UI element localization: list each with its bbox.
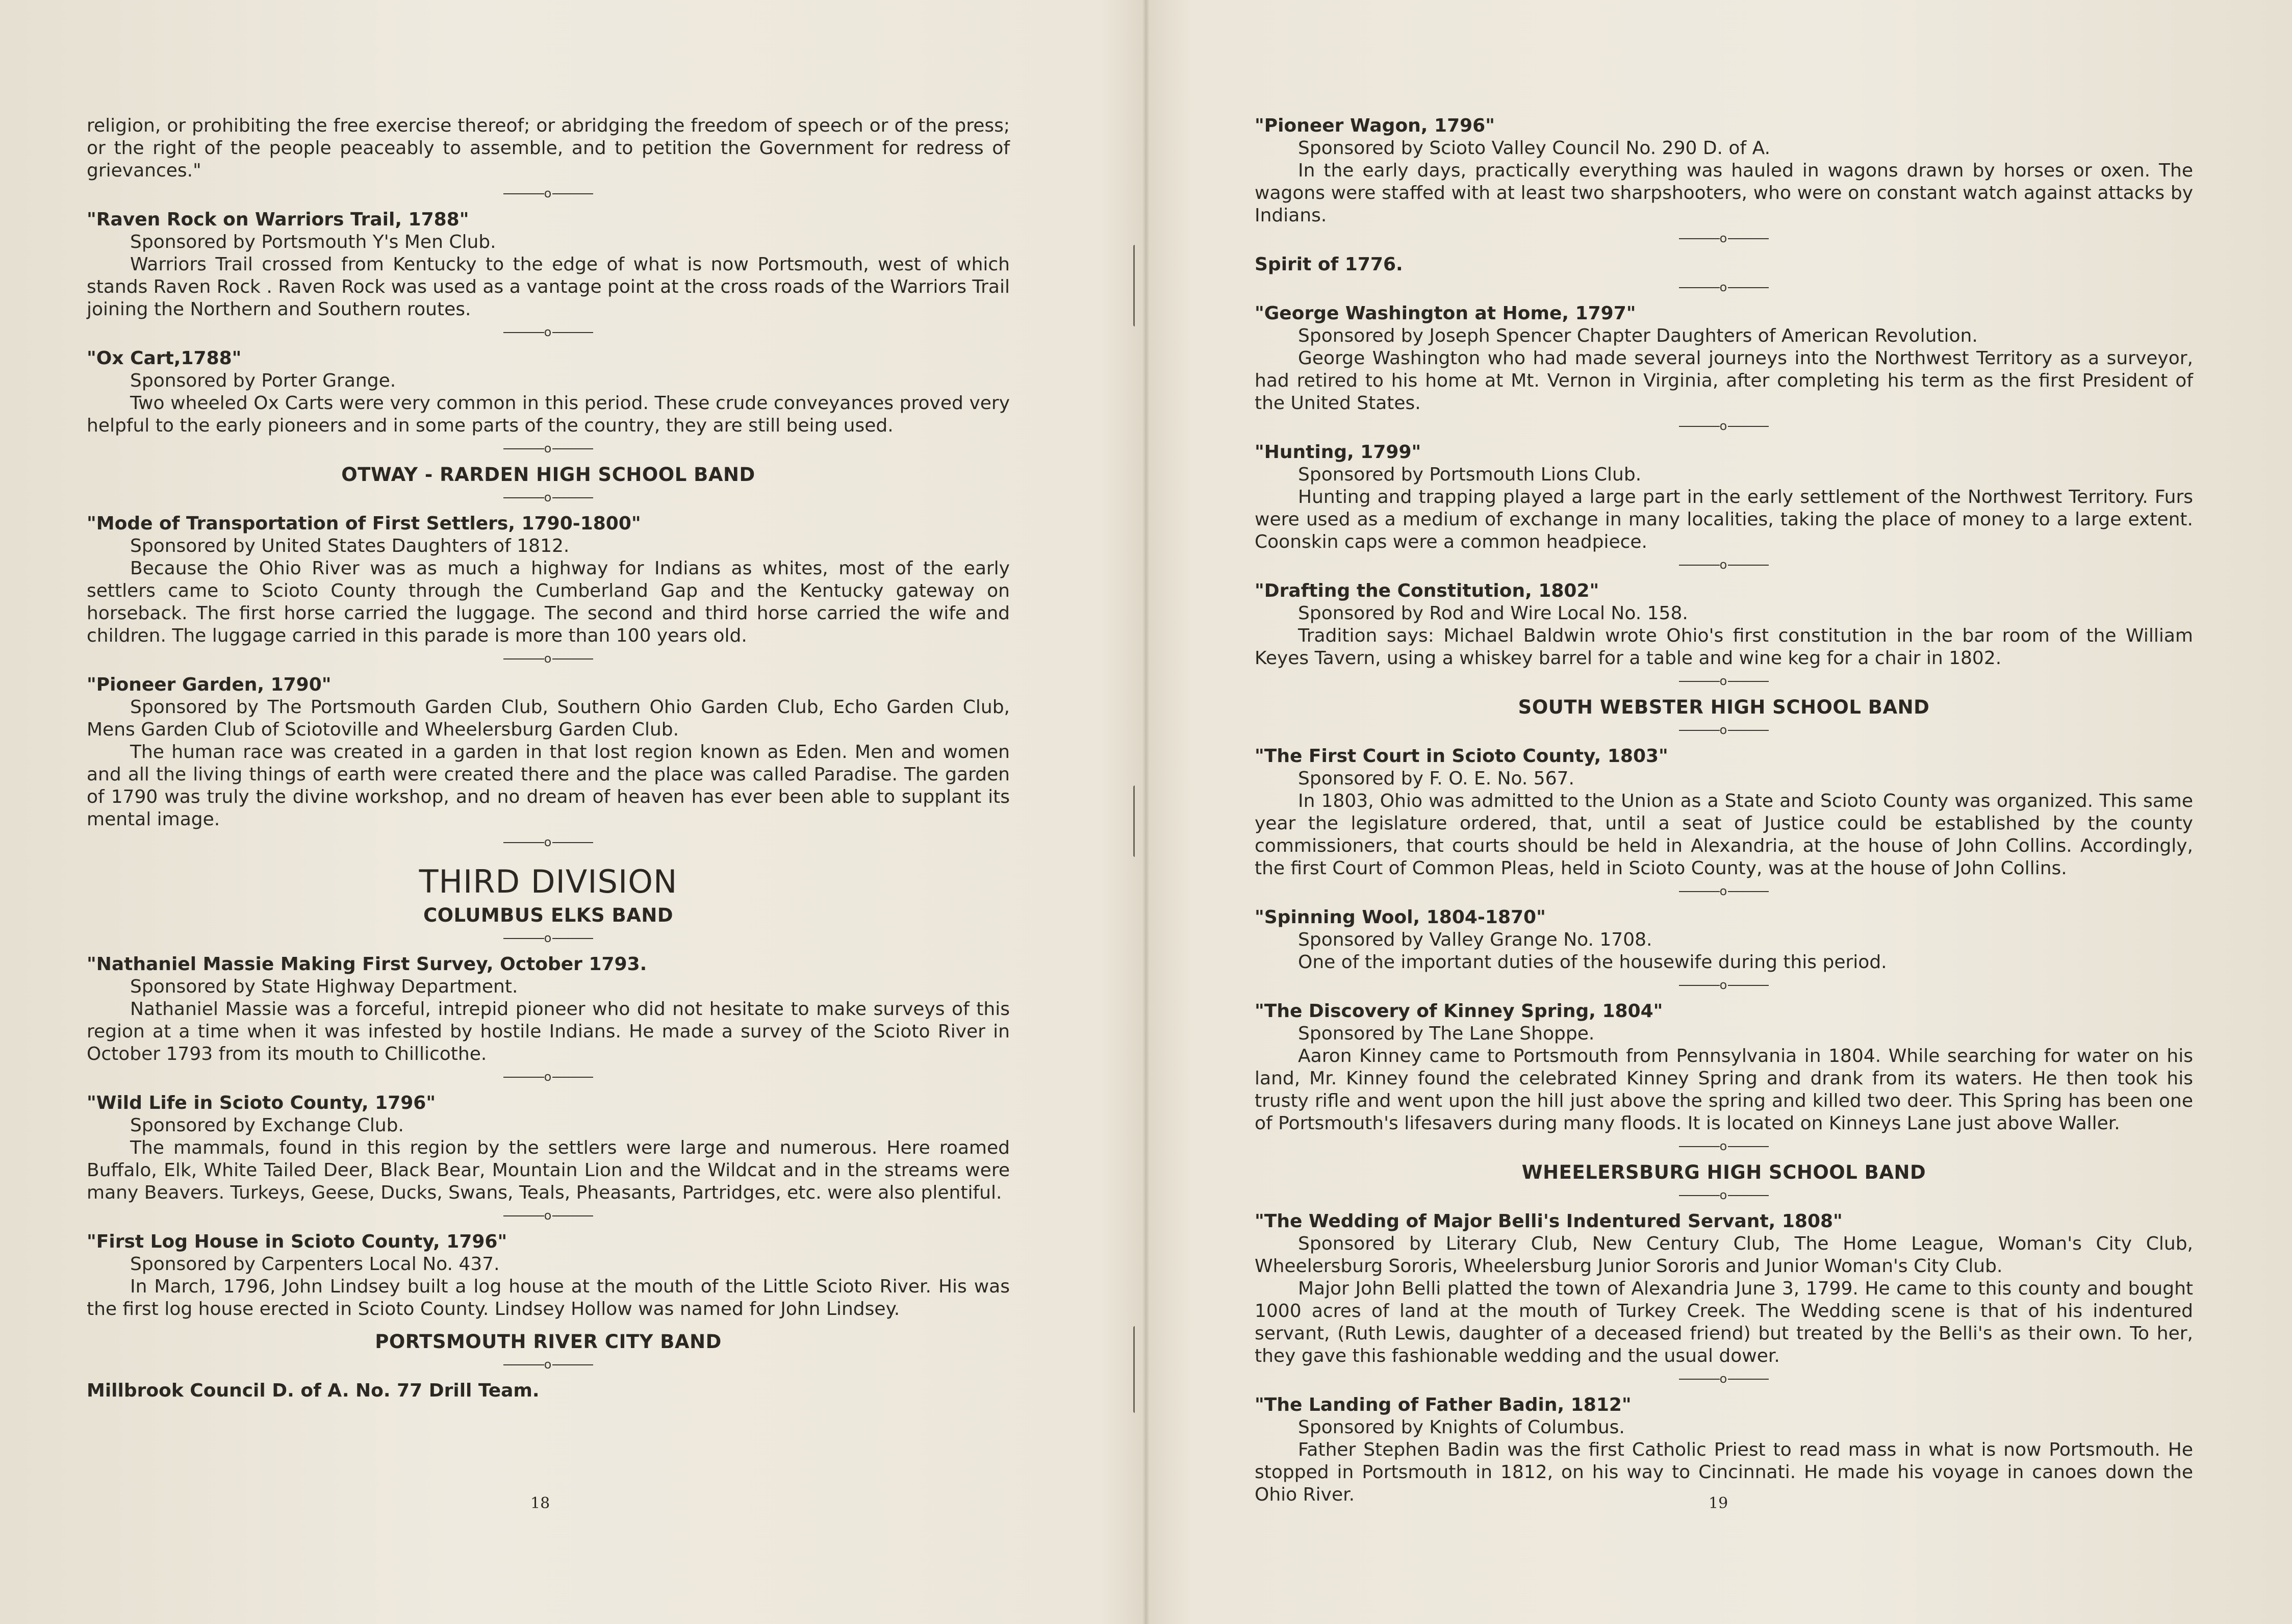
entry-sponsor: Sponsored by Porter Grange. <box>130 370 396 391</box>
entry-title: "George Washington at Home, 1797" <box>1255 303 1636 324</box>
entry-sponsor: Sponsored by Portsmouth Lions Club. <box>1298 464 1642 485</box>
entry-hunting <box>1255 441 2193 553</box>
entry-ox-cart <box>87 347 1010 437</box>
staple-middle <box>1133 785 1139 857</box>
entry-title: "Pioneer Wagon, 1796" <box>1255 115 1495 136</box>
left-page <box>87 115 1010 1402</box>
page-gutter <box>1142 0 1150 1624</box>
band-heading: COLUMBUS ELKS BAND <box>423 904 674 926</box>
separator: o <box>1255 671 2193 691</box>
entry-sponsor: Sponsored by Knights of Columbus. <box>1298 1417 1625 1438</box>
entry-body: Warriors Trail crossed from Kentucky to the edge of what is now Portsmouth, west of which stands Raven Rock . Raven Rock was used as a vantage point at the cross roads of the Warriors Trail joining the Northern and Southern routes. <box>87 254 1010 320</box>
entry-body: In 1803, Ohio was admitted to the Union as a State and Scioto County was organized. This same year the legislature ordered, that, until a seat of Justice could be established by the county commissioners, that courts should be held in Alexandria, at the house of John Collins. Accordingly, the first Court of Common Pleas, held in Scioto County, was at the house of John Collins. <box>1255 791 2193 879</box>
entry-body: Tradition says: Michael Baldwin wrote Ohio's first constitution in the bar room of the William Keyes Tavern, using a whiskey barrel for a table and wine keg for a chair in 1802. <box>1255 625 2193 669</box>
entry-body: In the early days, practically everything was hauled in wagons drawn by horses or oxen. The wagons were staffed with at least two sharpshooters, who were on constant watch against attacks by Indians. <box>1255 160 2193 226</box>
entry-sponsor: Sponsored by United States Daughters of 1812. <box>130 536 570 556</box>
separator: o <box>1255 720 2193 740</box>
entry-title: "Nathaniel Massie Making First Survey, October 1793. <box>87 954 647 975</box>
entry-wild-life <box>87 1092 1010 1204</box>
staple-top <box>1133 245 1139 326</box>
entry-sponsor: Sponsored by Portsmouth Y's Men Club. <box>130 232 496 252</box>
entry-title: "Wild Life in Scioto County, 1796" <box>87 1093 436 1113</box>
entry-first-court <box>1255 745 2193 880</box>
entry-sponsor: Sponsored by Scioto Valley Council No. 290 D. of A. <box>1298 138 1771 159</box>
entry-mode-of-transportation <box>87 513 1010 647</box>
entry-sponsor: Sponsored by Exchange Club. <box>130 1115 404 1136</box>
entry-sponsor: Sponsored by Valley Grange No. 1708. <box>1298 929 1652 950</box>
entry-father-badin <box>1255 1394 2193 1506</box>
separator: o <box>1255 1185 2193 1205</box>
entry-body: In March, 1796, John Lindsey built a log house at the mouth of the Little Scioto River. His was the first log house erected in Scioto County. Lindsey Hollow was named for John Lindsey. <box>87 1276 1010 1320</box>
entry-sponsor: Sponsored by The Portsmouth Garden Club, Southern Ohio Garden Club, Echo Garden Club, Mens Garden Club of Sciotoville and Wheelersburg Garden Club. <box>87 697 1010 740</box>
band-heading: PORTSMOUTH RIVER CITY BAND <box>375 1331 722 1353</box>
entry-body: Hunting and trapping played a large part in the early settlement of the Northwest Territory. Furs were used as a medium of exchange in many localities, taking the place of money to a large extent. Coonskin caps were a common headpiece. <box>1255 487 2193 552</box>
staple-bottom <box>1133 1326 1139 1413</box>
entry-body: Major John Belli platted the town of Alexandria June 3, 1799. He came to this county and bought 1000 acres of land at the mouth of Turkey Creek. The Wedding scene is that of his indentured servant, (Ruth Lewis, daughter of a deceased friend) but treated by the Belli's as their own. To her, they gave this fashionable wedding and the usual dower. <box>1255 1278 2193 1366</box>
band-heading: OTWAY - RARDEN HIGH SCHOOL BAND <box>341 464 755 486</box>
separator: o <box>1255 1136 2193 1156</box>
separator: o <box>87 1354 1010 1375</box>
band-heading: SOUTH WEBSTER HIGH SCHOOL BAND <box>1518 696 1930 718</box>
entry-sponsor: Sponsored by Rod and Wire Local No. 158. <box>1298 603 1688 624</box>
entry-title: "The Wedding of Major Belli's Indentured Servant, 1808" <box>1255 1211 1843 1232</box>
separator: o <box>1255 228 2193 248</box>
entry-title: "Hunting, 1799" <box>1255 442 1421 463</box>
page-number-left: 18 <box>530 1494 550 1512</box>
separator: o <box>1255 416 2193 436</box>
entry-spinning-wool <box>1255 906 2193 974</box>
entry-title: "Ox Cart,1788" <box>87 348 242 369</box>
entry-body: Father Stephen Badin was the first Catholic Priest to read mass in what is now Portsmouth. He stopped in Portsmouth in 1812, on his way to Cincinnati. He made his voyage in canoes down the Ohio River. <box>1255 1439 2193 1505</box>
entry-sponsor: Sponsored by Carpenters Local No. 437. <box>130 1254 500 1275</box>
division-heading: THIRD DIVISION <box>419 863 678 900</box>
entry-drafting-constitution <box>1255 580 2193 670</box>
entry-title: "The Discovery of Kinney Spring, 1804" <box>1255 1001 1663 1022</box>
separator: o <box>87 832 1010 852</box>
entry-raven-rock <box>87 209 1010 321</box>
entry-body: The mammals, found in this region by the settlers were large and numerous. Here roamed Buffalo, Elk, White Tailed Deer, Black Bear, Mountain Lion and the Wildcat and in the streams were many Beavers. Turkeys, Geese, Ducks, Swans, Teals, Pheasants, Partridges, etc. were also plentiful. <box>87 1137 1010 1203</box>
entry-title: "The Landing of Father Badin, 1812" <box>1255 1394 1632 1415</box>
separator: o <box>1255 1368 2193 1389</box>
entry-title: "First Log House in Scioto County, 1796" <box>87 1231 507 1252</box>
separator: o <box>1255 881 2193 901</box>
entry-body: Because the Ohio River was as much a highway for Indians as whites, most of the early settlers came to Scioto County through the Cumberland Gap and the Kentucky gateway on horseback. The first horse carried the luggage. The second and third horse carried the wife and children. The luggage carried in this parade is more than 100 years old. <box>87 558 1010 646</box>
separator: o <box>87 648 1010 669</box>
entry-kinney-spring <box>1255 1000 2193 1135</box>
entry-title: Spirit of 1776. <box>1255 254 1403 275</box>
separator: o <box>87 928 1010 948</box>
entry-body: George Washington who had made several journeys into the Northwest Territory as a surveyor, had retired to his home at Mt. Vernon in Virginia, after completing his term as the first President of the United States. <box>1255 348 2193 414</box>
separator: o <box>87 487 1010 508</box>
entry-body: The human race was created in a garden in that lost region known as Eden. Men and women and all the living things of earth were created there and the place was called Paradise. The garden of 1790 was truly the divine workshop, and no dream of heaven has ever been able to supplant its mental image. <box>87 742 1010 830</box>
entry-first-log-house <box>87 1231 1010 1321</box>
entry-pioneer-garden <box>87 674 1010 831</box>
entry-title: "Mode of Transportation of First Settlers, 1790-1800" <box>87 513 641 534</box>
entry-george-washington <box>1255 302 2193 415</box>
separator: o <box>87 322 1010 342</box>
separator: o <box>87 1205 1010 1226</box>
entry-sponsor: Sponsored by The Lane Shoppe. <box>1298 1023 1595 1044</box>
entry-sponsor: Sponsored by State Highway Department. <box>130 976 518 997</box>
page-number-right: 19 <box>1709 1494 1728 1512</box>
entry-title: "The First Court in Scioto County, 1803" <box>1255 746 1668 767</box>
entry-title: "Pioneer Garden, 1790" <box>87 674 332 695</box>
entry-body: Nathaniel Massie was a forceful, intrepid pioneer who did not hesitate to make surveys of this region at a time when it was infested by hostile Indians. He made a survey of the Scioto River in October 1793 from its mouth to Chillicothe. <box>87 999 1010 1064</box>
entry-pioneer-wagon <box>1255 115 2193 227</box>
band-heading: WHEELERSBURG HIGH SCHOOL BAND <box>1521 1161 1926 1183</box>
entry-body: One of the important duties of the housewife during this period. <box>1298 952 1887 973</box>
entry-title: Millbrook Council D. of A. No. 77 Drill Team. <box>87 1380 540 1401</box>
entry-title: "Spinning Wool, 1804-1870" <box>1255 907 1546 928</box>
separator: o <box>87 183 1010 204</box>
entry-title: "Raven Rock on Warriors Trail, 1788" <box>87 209 469 230</box>
separator: o <box>87 438 1010 459</box>
right-page <box>1255 115 2193 1506</box>
entry-body: Two wheeled Ox Carts were very common in this period. These crude conveyances proved very helpful to the early pioneers and in some parts of the country, they are still being used. <box>87 393 1010 436</box>
separator: o <box>1255 554 2193 575</box>
entry-title: "Drafting the Constitution, 1802" <box>1255 580 1599 601</box>
separator: o <box>1255 277 2193 297</box>
entry-sponsor: Sponsored by Literary Club, New Century Club, The Home League, Woman's City Club, Wheelersburg Sororis, Wheelersburg Junior Sororis and Junior Woman's City Club. <box>1255 1233 2193 1277</box>
entry-nathaniel-massie <box>87 953 1010 1065</box>
separator: o <box>1255 975 2193 995</box>
separator: o <box>87 1067 1010 1087</box>
entry-sponsor: Sponsored by Joseph Spencer Chapter Daughters of American Revolution. <box>1298 325 1978 346</box>
intro-text: religion, or prohibiting the free exercise thereof; or abridging the freedom of speech or of the press; or the right of the people peaceably to assemble, and to petition the Government for redress of grievances." <box>87 115 1010 181</box>
entry-sponsor: Sponsored by F. O. E. No. 567. <box>1298 768 1574 789</box>
entry-wedding-major-belli <box>1255 1210 2193 1367</box>
entry-body: Aaron Kinney came to Portsmouth from Pennsylvania in 1804. While searching for water on his land, Mr. Kinney found the celebrated Kinney Spring and drank from its waters. He then took his trusty rifle and went upon the hill just above the spring and killed two deer. This Spring has been one of Portsmouth's lifesavers during many floods. It is located on Kinneys Lane just above Waller. <box>1255 1046 2193 1134</box>
